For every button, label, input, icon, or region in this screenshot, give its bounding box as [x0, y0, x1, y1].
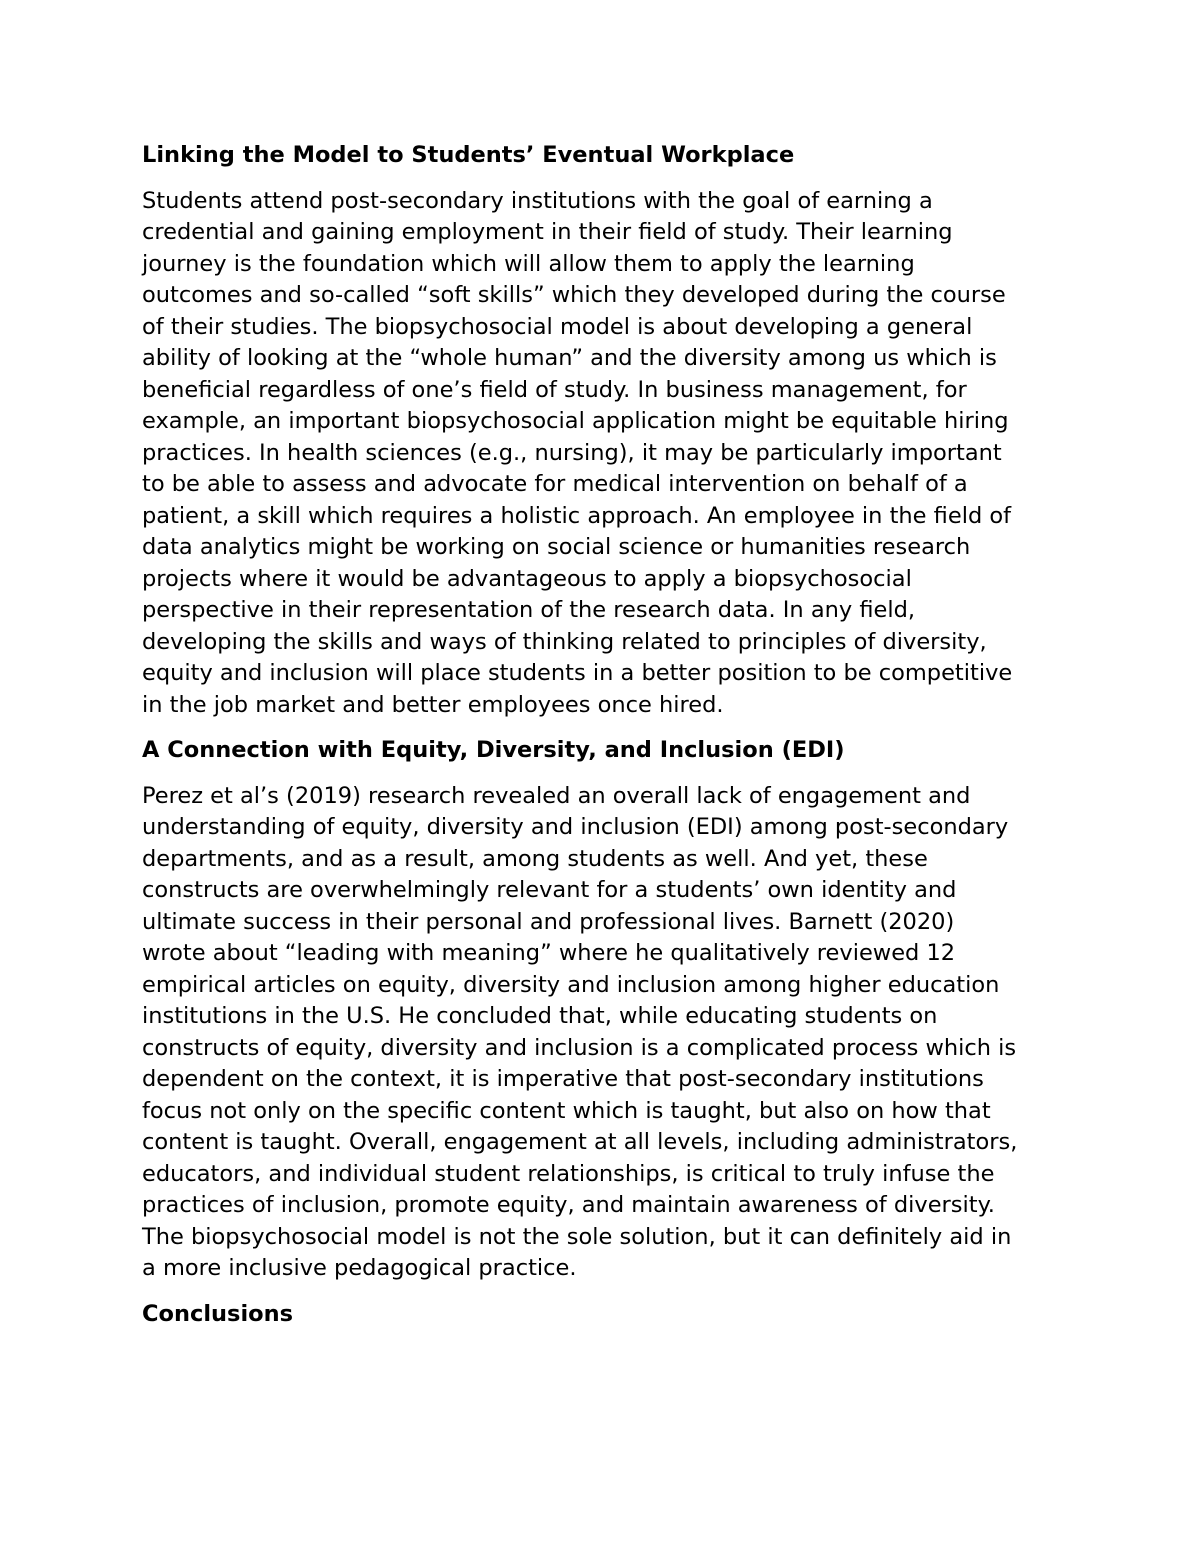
text-line: equity and inclusion will place students in a better position to be competitive [142, 660, 1013, 686]
text-line: outcomes and so-called “soft skills” which they developed during the course [142, 282, 1006, 308]
text-line: constructs of equity, diversity and inclusion is a complicated process which is [142, 1034, 1017, 1061]
text-line: Students attend post-secondary institutions with the goal of earning a [142, 187, 933, 214]
text-line: The biopsychosocial model is not the sole solution, but it can definitely aid in [142, 1223, 1012, 1250]
text-line: data analytics might be working on social science or humanities research [142, 534, 971, 560]
text-line: content is taught. Overall, engagement at all levels, including administrators, [142, 1129, 1018, 1155]
text-line: understanding of equity, diversity and inclusion (EDI) among post-secondary [142, 814, 1009, 840]
text-line: practices. In health sciences (e.g., nursing), it may be particularly important [142, 439, 1002, 466]
text-line: dependent on the context, it is imperative that post-secondary institutions [142, 1066, 984, 1092]
section-heading-edi: A Connection with Equity, Diversity, and Inclusion (EDI) [142, 737, 845, 763]
text-line: perspective in their representation of the research data. In any field, [142, 597, 916, 623]
section-heading-workplace: Linking the Model to Students’ Eventual Workplace [142, 142, 795, 168]
paragraph-edi [142, 781, 1072, 1285]
text-line: projects where it would be advantageous to apply a biopsychosocial [142, 565, 912, 592]
text-line: ultimate success in their personal and professional lives. Barnett (2020) [142, 908, 955, 935]
text-line: practices of inclusion, promote equity, and maintain awareness of diversity. [142, 1192, 995, 1218]
text-line: credential and gaining employment in their field of study. Their learning [142, 219, 953, 245]
text-line: patient, a skill which requires a holistic approach. An employee in the field of [142, 502, 1012, 529]
text-line: institutions in the U.S. He concluded that, while educating students on [142, 1003, 938, 1029]
text-line: journey is the foundation which will allow them to apply the learning [142, 250, 915, 277]
text-line: wrote about “leading with meaning” where he qualitatively reviewed 12 [142, 940, 956, 966]
text-line: of their studies. The biopsychosocial model is about developing a general [142, 313, 973, 340]
text-line: Perez et al’s (2019) research revealed an overall lack of engagement and [142, 782, 971, 809]
section-heading-conclusions: Conclusions [142, 1300, 294, 1327]
text-line: constructs are overwhelmingly relevant for a students’ own identity and [142, 877, 957, 903]
text-line: departments, and as a result, among students as well. And yet, these [142, 845, 928, 872]
text-line: example, an important biopsychosocial application might be equitable hiring [142, 408, 1009, 434]
text-line: to be able to assess and advocate for medical intervention on behalf of a [142, 471, 968, 497]
text-line: developing the skills and ways of thinking related to principles of diversity, [142, 628, 987, 655]
text-line: a more inclusive pedagogical practice. [142, 1255, 577, 1281]
text-line: ability of looking at the “whole human” and the diversity among us which is [142, 345, 997, 371]
text-line: beneficial regardless of one’s field of study. In business management, for [142, 376, 967, 403]
text-line: empirical articles on equity, diversity and inclusion among higher education [142, 971, 1000, 998]
paragraph-workplace [142, 186, 1072, 722]
text-line: in the job market and better employees once hired. [142, 691, 724, 718]
text-line: educators, and individual student relationships, is critical to truly infuse the [142, 1160, 995, 1187]
text-line: focus not only on the specific content which is taught, but also on how that [142, 1097, 991, 1124]
document-page [142, 140, 1072, 1330]
